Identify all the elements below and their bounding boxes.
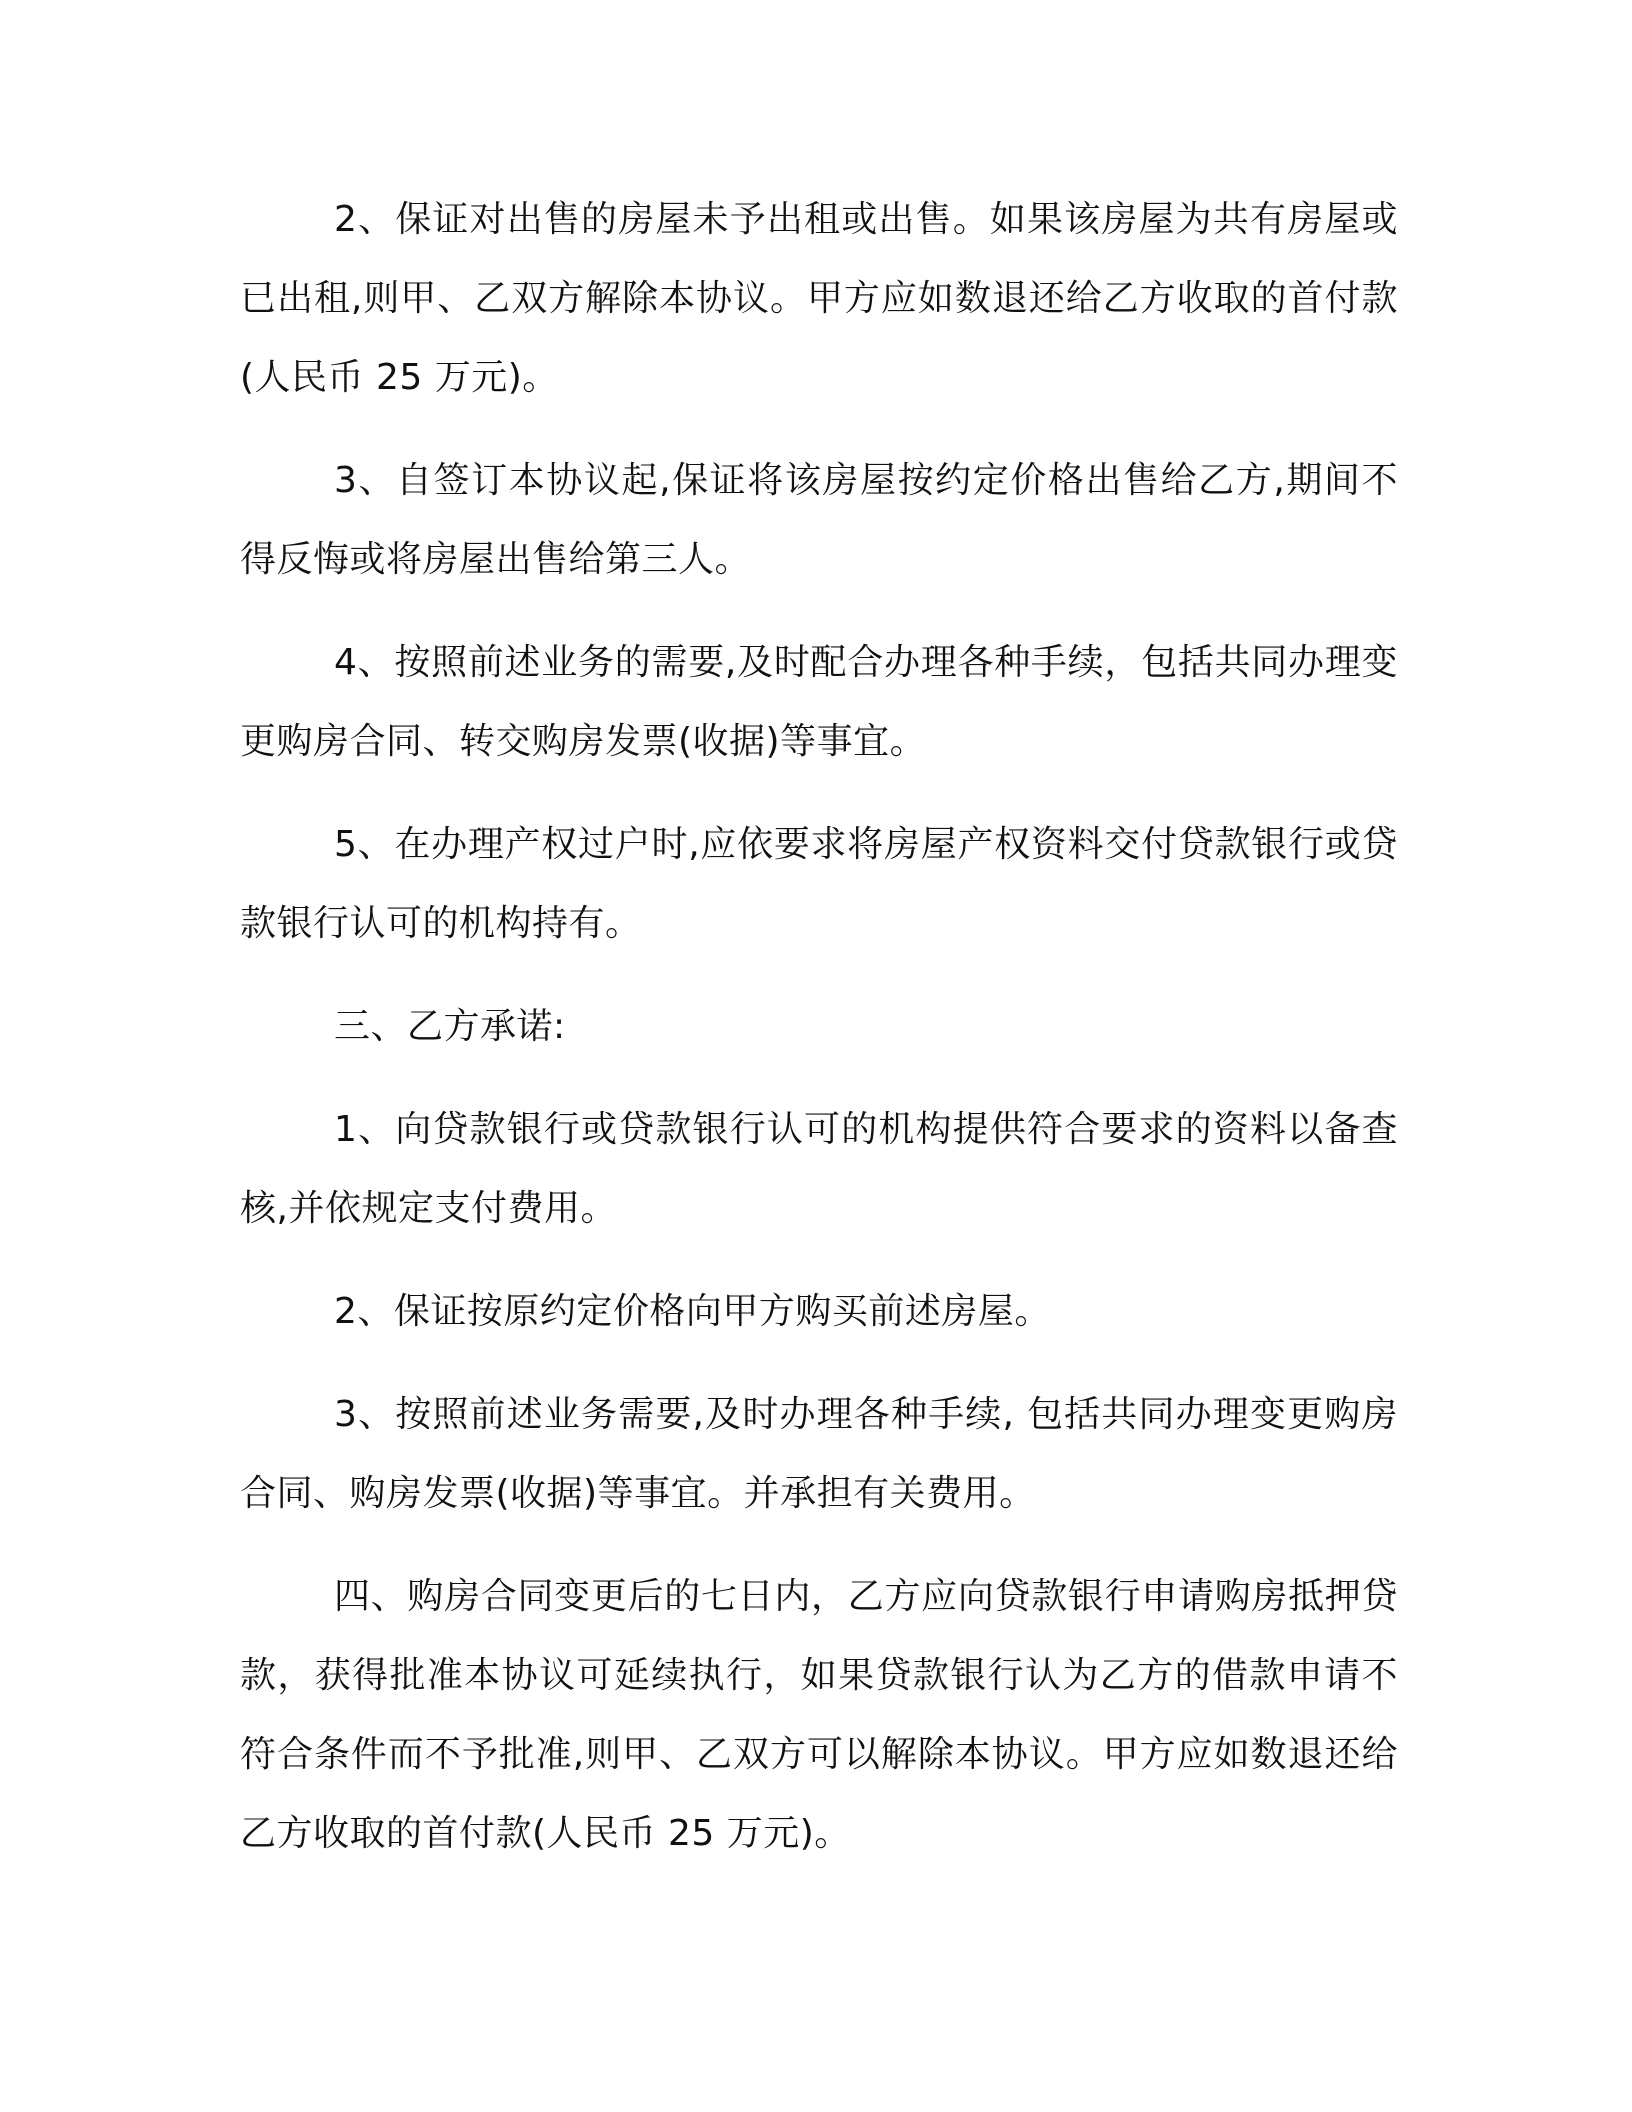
clause-seller-5: 5、在办理产权过户时,应依要求将房屋产权资料交付贷款银行或贷款银行认可的机构持有。 [240, 824, 1398, 944]
clause-seller-2: 2、保证对出售的房屋未予出租或出售。如果该房屋为共有房屋或已出租,则甲、乙双方解除本协议。甲方应如数退还给乙方收取的首付款(人民币 25 万元)。 [240, 199, 1398, 398]
clause-seller-4: 4、按照前述业务的需要,及时配合办理各种手续，包括共同办理变更购房合同、转交购房发票(收据)等事宜。 [240, 642, 1398, 762]
document-body [240, 180, 1398, 1897]
clause-buyer-3: 3、按照前述业务需要,及时办理各种手续, 包括共同办理变更购房合同、购房发票(收据)等事宜。并承担有关费用。 [240, 1394, 1398, 1514]
section-heading-buyer-commitment: 三、乙方承诺: [334, 1006, 566, 1047]
clause-seller-3: 3、自签订本协议起,保证将该房屋按约定价格出售给乙方,期间不得反悔或将房屋出售给第三人。 [240, 460, 1398, 580]
clause-buyer-2: 2、保证按原约定价格向甲方购买前述房屋。 [334, 1291, 1051, 1332]
clause-buyer-1: 1、向贷款银行或贷款银行认可的机构提供符合要求的资料以备查核,并依规定支付费用。 [240, 1109, 1398, 1229]
section-four-loan-application: 四、购房合同变更后的七日内，乙方应向贷款银行申请购房抵押贷款，获得批准本协议可延续执行，如果贷款银行认为乙方的借款申请不符合条件而不予批准,则甲、乙双方可以解除本协议。甲方应如数退还给乙方收取的首付款(人民币 25 万元)。 [240, 1576, 1398, 1854]
